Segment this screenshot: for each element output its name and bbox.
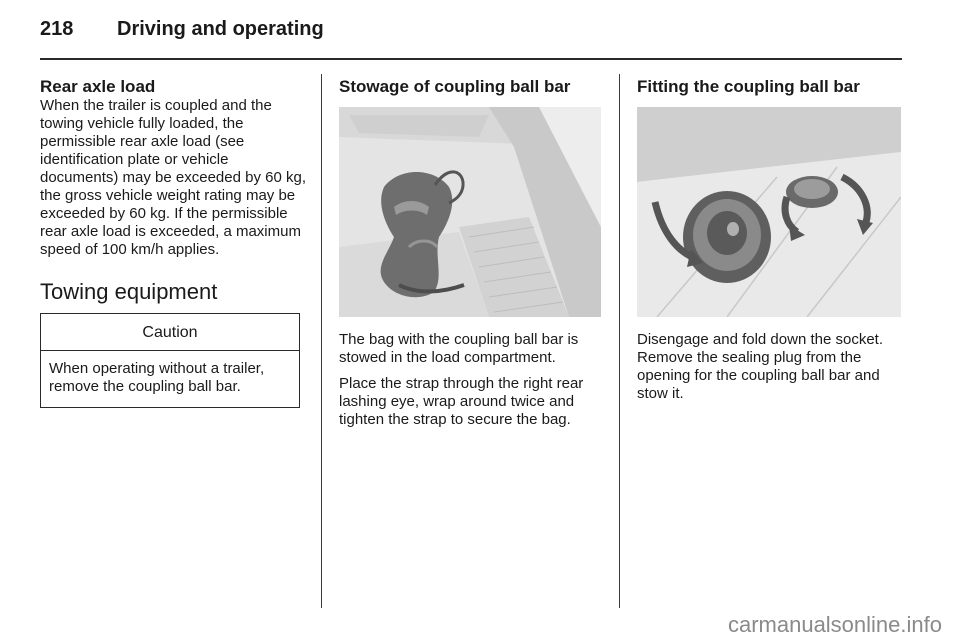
stowage-text-1: The bag with the coupling ball bar is stowed in the load compartment. [339,331,579,366]
stowage-text-2: Place the strap through the right rear lashing eye, wrap around twice and tighten the strap to secure the bag. [339,375,584,428]
chapter-title: Driving and operating [117,18,324,40]
watermark: carmanualsonline.info [727,612,942,637]
stowage-heading: Stowage of coupling ball bar [339,77,571,96]
page-number: 218 [40,18,74,40]
header-rule [40,58,902,60]
right-column [637,77,903,411]
middle-column [339,77,605,437]
rear-axle-load-heading: Rear axle load [40,77,156,96]
column-divider-left [321,74,322,608]
left-column [40,77,306,408]
fitting-heading: Fitting the coupling ball bar [637,77,860,96]
fitting-illustration [637,107,901,317]
stowage-illustration [339,107,601,317]
caution-box [40,313,300,408]
caution-label: Caution [41,314,299,351]
fitting-text-1: Disengage and fold down the socket. Remove the sealing plug from the opening for the coupling ball bar and stow it. [637,331,883,402]
caution-text: When operating without a trailer, remove the coupling ball bar. [49,360,265,395]
towing-equipment-title: Towing equipment [40,279,218,304]
column-divider-right [619,74,620,608]
rear-axle-load-text: When the trailer is coupled and the towing vehicle fully loaded, the permissible rear axle load (see identification plate or vehicle documents) may be exceeded by 60 kg, the gross vehicle weight rating may be exceeded by 60 kg. If the permissible rear axle load is exceeded, a maximum speed of 100 km/h applies. [40,97,306,258]
